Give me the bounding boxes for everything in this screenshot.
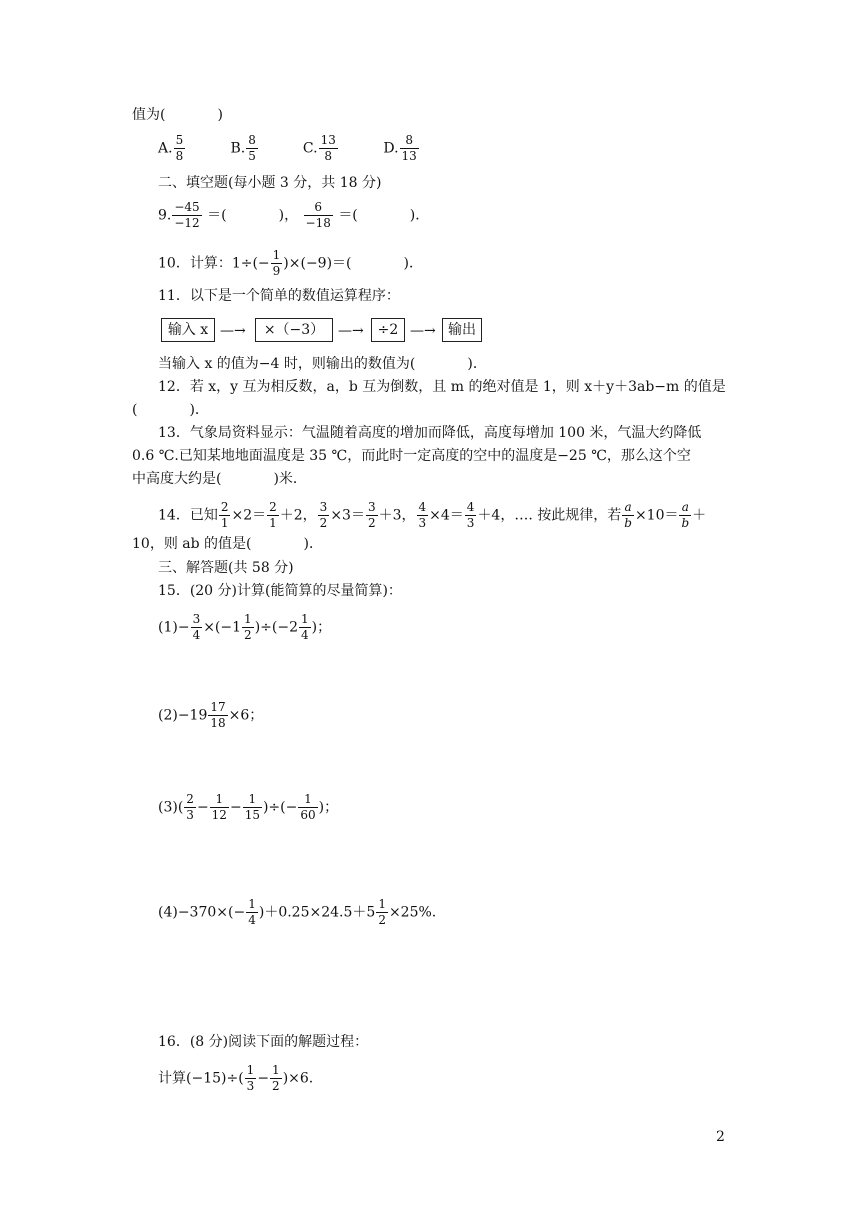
q11-intro: 11．以下是一个简单的数值运算程序：	[158, 288, 400, 304]
q9: 9. $\frac{-45}{-12}$ ＝( )， $\frac{6}{-18}$ ＝( )．	[158, 200, 430, 230]
q15-part3: (3)( $\frac{2}{3}$ − $\frac{1}{12}$ − $\frac{1}{15}$ )÷(− $\frac{1}{60}$ )；	[158, 792, 339, 822]
flow-box-output: 输出	[442, 318, 482, 342]
q8-option-c: C. $\frac{13}{8}$	[302, 133, 336, 163]
q8-tail: 值为( )	[132, 107, 223, 123]
flow-box-input: 输入 x	[161, 318, 215, 342]
flow-box-multiply: ×（−3）	[255, 318, 333, 342]
q13-line3: 中高度大约是( )米．	[132, 471, 307, 487]
q8-option-d: D. $\frac{8}{13}$	[383, 133, 417, 163]
q16-title: 16．(8 分)阅读下面的解题过程：	[158, 1034, 369, 1050]
flow-box-divide: ÷2	[371, 318, 405, 342]
page-number: 2	[716, 1129, 725, 1145]
flow-arrow-icon: —→	[410, 323, 436, 339]
q15-title: 15．(20 分)计算(能简算的尽量简算)：	[158, 583, 402, 599]
q15-part4: (4)−370×(− $\frac{1}{4}$ )＋0.25×24.5＋5 $\frac{1}{2}$ ×25%.	[158, 897, 437, 927]
q8-options	[158, 133, 420, 164]
section3-title: 三、解答题(共 58 分)	[158, 560, 294, 576]
q8-option-b: B. $\frac{8}{5}$	[230, 133, 256, 163]
q13-line1: 13．气象局资料显示：气温随着高度的增加而降低，高度每增加 100 米，气温大约降低	[158, 425, 702, 441]
q12-line2: ( )．	[132, 402, 209, 418]
q11-question: 当输入 x 的值为−4 时，则输出的数值为( )．	[158, 356, 487, 372]
section2-title: 二、填空题(每小题 3 分，共 18 分)	[158, 175, 382, 191]
q8-option-a: A. $\frac{5}{8}$	[158, 133, 184, 163]
q13-line2: 0.6 ℃.已知某地地面温度是 35 ℃，而此时一定高度的空中的温度是−25 ℃，那么这个空	[132, 448, 691, 464]
q14-line1: 14．已知 $\frac{2}{1}$ ×2＝ $\frac{2}{1}$ ＋2， $\frac{3}{2}$ ×3＝ $\frac{3}{2}$ ＋3， $\frac{4}{3}$ ×4＝ $\frac{4}{3}$ ＋4，…. 按此规律，若 $\frac{a}{b}$ ×10＝ $\frac{a}{b}$ ＋	[158, 500, 707, 530]
q12-line1: 12．若 x，y 互为相反数，a，b 互为倒数，且 m 的绝对值是 1，则 x＋y＋3ab−m 的值是	[158, 379, 726, 395]
q16-expression: 计算(−15)÷( $\frac{1}{3}$ − $\frac{1}{2}$ )×6.	[158, 1063, 314, 1093]
flow-arrow-icon: —→	[220, 323, 246, 339]
flow-arrow-icon: —→	[338, 323, 364, 339]
q15-part1: (1)− $\frac{3}{4}$ ×(−1 $\frac{1}{2}$ )÷(−2 $\frac{1}{4}$ )；	[158, 612, 332, 642]
q15-part2: (2)−19 $\frac{17}{18}$ ×6；	[158, 700, 264, 730]
q10: 10．计算：1÷(− $\frac{1}{9}$ )×(−9)＝( )．	[158, 248, 423, 278]
q14-line2: 10，则 ab 的值是( )．	[132, 536, 323, 552]
